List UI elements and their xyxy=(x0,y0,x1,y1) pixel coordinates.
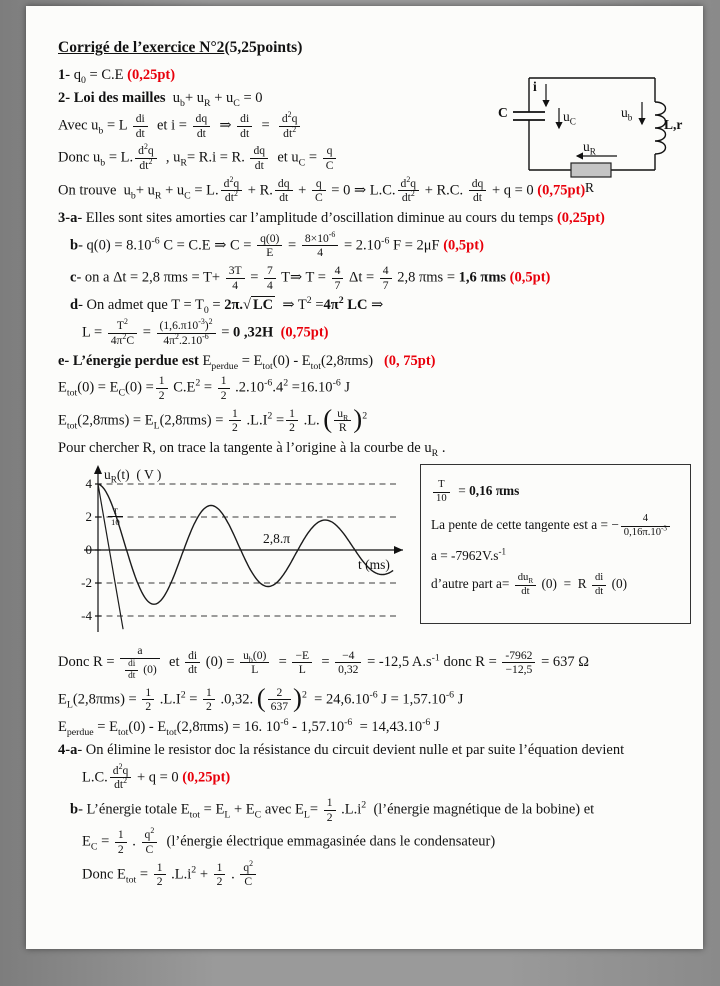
capacitor-plates xyxy=(513,112,545,120)
y-tick-label: -2 xyxy=(81,574,92,590)
exercise-title: Corrigé de l’exercice N°2(5,25points) xyxy=(58,39,303,56)
resistor-box xyxy=(571,163,611,177)
graph-svg xyxy=(58,464,410,640)
text-line: Avec $u_b = L$ $\frac{di}{dt}$ et i = $\frac{dq}{dt}$ ⇒ $\frac{di}{dt}$ = $\frac{d^2q}{dt^2}$ xyxy=(58,112,691,140)
capacitor-label: C xyxy=(498,105,508,120)
answer-4b: b- L’énergie totale $E_{tot} = E_L + E_C$ avec $E_L=$ $\frac{1}{2}$ $.L.i^2$ (l’énergie magnétique de la bobine) et xyxy=(70,795,595,824)
current-label: i xyxy=(533,79,537,94)
y-tick-label: 0 xyxy=(85,541,92,557)
tangent-note-box xyxy=(420,464,691,624)
text-line: $E_C$ = $\frac{1}{2}$ . $\frac{q^2}{C}$ (l’énergie électrique emmagasinée dans le condensateur) xyxy=(82,826,496,856)
page xyxy=(26,6,703,949)
text-line: d’autre part a= $\frac{du_R}{dt}$ (0) = R $\frac{di}{dt}$ (0) xyxy=(431,572,628,597)
damped-oscillation-curve xyxy=(98,484,393,604)
graph-annotation: 2,8.π xyxy=(263,530,291,546)
y-tick-label: 2 xyxy=(85,508,92,524)
text-line: L.C. $\frac{d^2q}{dt^2}$ + q = 0 (0,25pt) xyxy=(82,761,231,792)
text-line: Donc $E_{tot}$ = $\frac{1}{2}$ $.L.i^2$ + $\frac{1}{2}$ . $\frac{q^2}{C}$ xyxy=(82,861,691,889)
graph-t10-label: $\frac{T}{10}$ xyxy=(106,506,125,528)
y-tick-label: 4 xyxy=(85,475,92,491)
answer-4a: 4-a- On élimine le resistor doc la résistance du circuit devient nulle et par suite l’équation devient xyxy=(58,741,625,758)
text-line: L = $\frac{T^2}{4\pi^2C}$ = $\frac{(1,6.\pi 10^{-3})^2}{4\pi^2.2.10^{-6}}$ = 0 ,32H (0,75pt) xyxy=(82,317,329,347)
answer-1: 1- $q_0 = C.E$ (0,25pt) xyxy=(58,67,176,87)
text-line: On trouve $u_b+ u_R + u_C = L$. $\frac{d^2q}{dt^2}$ + R. $\frac{dq}{dt}$ + $\frac{q}{C}$ = 0 ⇒ L.C. $\frac{d^2q}{dt^2}$ + R.C. $\frac{dq}{dt}$ + q = 0 (0,75pt) xyxy=(58,174,586,205)
uc-label: $u_C$ xyxy=(563,109,576,127)
graph-x-label: t (ms) xyxy=(358,556,390,572)
text-line: $E_{perdue} = E_{tot}(0) - E_{tot}(2,8\pi ms) = 16$. $10^{-6} - 1,57.10^{-6} = 14,43.10^{-6}$ J xyxy=(58,717,440,738)
coil-label: L,r xyxy=(664,117,683,132)
y-axis-arrow xyxy=(94,465,102,474)
text-line: $E_L(2,8\pi ms)$ = $\frac{1}{2}$ $.L.I^2$ = $\frac{1}{2}$ .0,32. ( $\frac{2}{637}$ )$^2 = 24,6.10^{-6}$ $J = 1,57.10^{-6}$ J xyxy=(58,682,464,714)
answer-2: 2- Loi des mailles $u_b+ u_R + u_C = 0$ xyxy=(58,89,263,109)
resistor-label: R xyxy=(585,180,595,195)
text-line: $\frac{T}{10}$ = 0,16 πms xyxy=(431,479,680,505)
graph-y-title: $u_R(t)$ ( V ) xyxy=(104,466,162,485)
answer-3c: c- on a Δt = 2,8 πms = T+ $\frac{3T}{4}$ = $\frac{7}{4}$ T⇒ T = $\frac{4}{7}$ Δt = $\frac{4}{7}$ 2,8 πms = 1,6 πms (0,5pt) xyxy=(70,264,551,292)
answer-3d: d- On admet que $T = T_0 = 2\pi.√$ LC ⇒ $T^2 =4\pi^2$ LC ⇒ xyxy=(70,295,384,317)
text-line: La pente de cette tangente est a = − $\frac{4}{0,16\pi.10^{-3}}$ xyxy=(431,513,680,539)
answer-3e: e- L’énergie perdue est $E_{perdue} = E_{tot}(0) - E_{tot}(2,8\pi ms)$ (0, 75pt) xyxy=(58,352,436,372)
ur-label: $u_R$ xyxy=(583,139,596,157)
graph-row xyxy=(58,464,691,640)
ur-graph xyxy=(58,464,410,640)
answer-3a: 3-a- Elles sont sites amorties car l’amplitude d’oscillation diminue au cours du temps (0,25pt) xyxy=(58,209,605,226)
x-axis-arrow xyxy=(394,546,403,554)
text-line: Pour chercher R, on trace la tangente à l’origine à la courbe de $u_R$ . xyxy=(58,440,446,459)
text-line: $a = -7962V.s^{-1}$ xyxy=(431,546,506,564)
circuit-diagram xyxy=(489,62,689,220)
text-line: Donc $u_b = L$. $\frac{d^2q}{dt^2}$ , $u_R= R.i = R$. $\frac{dq}{dt}$ et $u_C$ = $\frac{q}{C}$ xyxy=(58,144,691,172)
solution-text-bottom xyxy=(58,644,691,889)
y-tick-label: -4 xyxy=(81,607,92,623)
text-line: $E_{tot}(2,8\pi ms) = E_L(2,8\pi ms)$ = $\frac{1}{2}$ $.L.I^2$ = $\frac{1}{2}$ .L. ( $\frac{u_R}{R}$ )$^2$ xyxy=(58,403,368,435)
answer-3b: b- $q(0) = 8.10^{-6}$ C = C.E ⇒ C = $\frac{q(0)}{E}$ = $\frac{8\times 10^{-6}}{4}$ = $2.10^{-6}$ F = 2μF (0,5pt) xyxy=(70,229,484,260)
ub-label: $u_b$ xyxy=(621,105,633,123)
text-line: $E_{tot}(0) = E_C(0)$ = $\frac{1}{2}$ $C.E^2$ = $\frac{1}{2}$ $.2.10^{-6}.4^2 =16.10^{-6}$ J xyxy=(58,374,351,403)
resistance-calculation: Donc R = a $\frac{di}{dt}$ (0) et $\frac{di}{dt}$ (0) = $\frac{u_b(0)}{L}$ = $\frac{-E}{L}$ = $\frac{-4}{0,32}$ = -12,5 $A.s^{-1}$ donc R = $\frac{-7962}{-12,5}$ = 637 Ω xyxy=(58,643,590,681)
